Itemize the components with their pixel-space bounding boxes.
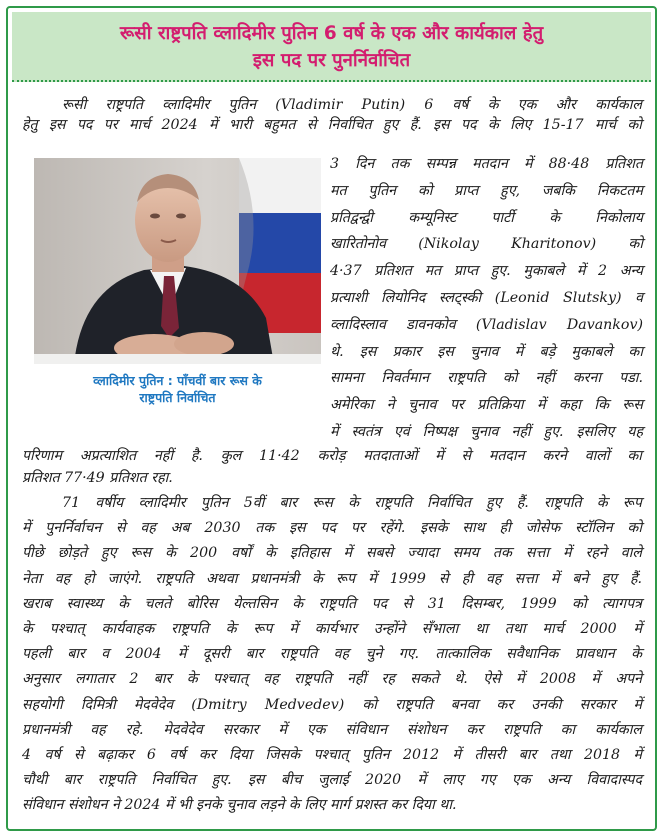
body-line: परिणाम अप्रत्याशित नहीं है. कुल 11·42 करोड़ मतदाताओं में से मतदान करने वालों का	[22, 448, 642, 464]
body-line: 4 वर्ष से बढ़ाकर 6 वर्ष कर दिया जिसके पश्चात् पुतिन 2012 में तीसरी बार तथा 2018 में	[22, 747, 642, 764]
intro-line: रूसी राष्ट्रपति व्लादिमीर पुतिन (Vladimir Putin) 6 वर्ष के एक और कार्यकाल	[62, 97, 642, 113]
article-header	[12, 12, 651, 82]
wrap-line: व्लादिस्लाव डावनकोव (Vladislav Davankov)	[330, 316, 643, 333]
wrap-line: प्रत्याशी लियोनिद स्लट्स्की (Leonid Slutsky) व	[330, 289, 643, 306]
body-line: में पुनर्निर्वाचन से वह अब 2030 तक इस पद पर रहेंगे. इसके साथ ही जोसेफ स्टॉलिन को	[22, 520, 642, 537]
wrap-line: में स्वतंत्र एवं निष्पक्ष चुनाव नहीं हुए. इसलिए यह	[330, 423, 643, 440]
wrapped-text-column	[330, 151, 643, 446]
body-line: प्रधानमंत्री वह रहे. मेदवेदेव सरकार में एक संविधान संशोधन कर राष्ट्रपति का कार्यकाल	[22, 721, 642, 738]
wrap-line: थे. इस प्रकार इस चुनाव में बड़े मुकाबले का	[330, 343, 643, 360]
wrap-line: अमेरिका ने चुनाव पर प्रतिक्रिया में कहा कि रूस	[330, 397, 643, 414]
wrap-line: प्रतिद्वन्द्वी कम्यूनिस्ट पार्टी के निकोलाय	[330, 209, 643, 226]
intro-line: हेतु इस पद पर मार्च 2024 में भारी बहुमत से निर्वाचित हुए हैं. इस पद के लिए 15-17 मार्च को	[22, 116, 642, 133]
intro-block	[22, 96, 642, 135]
body-line: खराब स्वास्थ्य के चलते बोरिस येल्तसिन के राष्ट्रपति पद से 31 दिसम्बर, 1999 को त्यागपत्र	[22, 595, 642, 612]
body-line: सहयोगी दिमित्री मेदवेदेव (Dmitry Medvedev) को राष्ट्रपति बनवा कर उनकी सरकार में	[22, 696, 642, 713]
caption-line-2: राष्ट्रपति निर्वाचित	[139, 390, 216, 405]
body-line: संविधान संशोधन ने 2024 में भी इनके चुनाव लड़ने के लिए मार्ग प्रशस्त कर दिया था.	[22, 797, 457, 814]
article-title	[12, 12, 651, 74]
wrap-line: खारितोनोव (Nikolay Kharitonov) को	[330, 236, 643, 253]
caption-line-1: व्लादिमीर पुतिन : पाँचवीं बार रूस के	[93, 373, 262, 388]
body-line: नेता वह हो जाएंगे. राष्ट्रपति अथवा प्रधानमंत्री के रूप में 1999 से ही वह सत्ता में बने हुए हैं.	[22, 570, 642, 587]
body-line: चौथी बार राष्ट्रपति निर्वाचित हुए. इस बीच जुलाई 2020 में लाए गए एक अन्य विवादास्पद	[22, 772, 642, 789]
photo-caption	[34, 372, 321, 406]
body-line: प्रतिशत 77·49 प्रतिशत रहा.	[22, 470, 173, 486]
wrap-line: 4·37 प्रतिशत मत प्राप्त हुए. मुकाबले में 2 अन्य	[330, 263, 643, 280]
body-line: पीछे छोड़ते हुए रूस के 200 वर्षों के इतिहास में सबसे ज्यादा समय तक सत्ता में रहने वाले	[22, 545, 642, 562]
body-line: के पश्चात् कार्यवाहक राष्ट्रपति के रूप में कार्यभार उन्होंने सँभाला था तथा मार्च 2000 में	[22, 621, 642, 638]
title-line-2: इस पद पर पुनर्निर्वाचित	[252, 50, 411, 71]
paragraph-2	[22, 491, 642, 819]
body-line: 71 वर्षीय व्लादिमीर पुतिन 5वीं बार रूस के राष्ट्रपति निर्वाचित हुए हैं. राष्ट्रपति के रूप	[62, 495, 642, 511]
wrap-line: मत पुतिन को प्राप्त हुए, जबकि निकटतम	[330, 182, 643, 199]
body-line: अनुसार लगातार 2 बार के पश्चात् वह राष्ट्रपति नहीं रह सकते थे. ऐसे में 2008 में अपने	[22, 671, 642, 688]
putin-photo	[34, 158, 321, 364]
wrap-line: 3 दिन तक सम्पन्न मतदान में 88·48 प्रतिशत	[330, 156, 643, 172]
paragraph-1-end	[22, 445, 642, 489]
title-line-1: रूसी राष्ट्रपति व्लादिमीर पुतिन 6 वर्ष के एक और कार्यकाल हेतु	[119, 23, 544, 44]
wrap-line: सामना निवर्तमान राष्ट्रपति को नहीं करना पडा.	[330, 370, 643, 387]
body-line: पहली बार व 2004 में दूसरी बार राष्ट्रपति वह चुने गए. तात्कालिक सवैधानिक प्रावधान के	[22, 646, 642, 663]
